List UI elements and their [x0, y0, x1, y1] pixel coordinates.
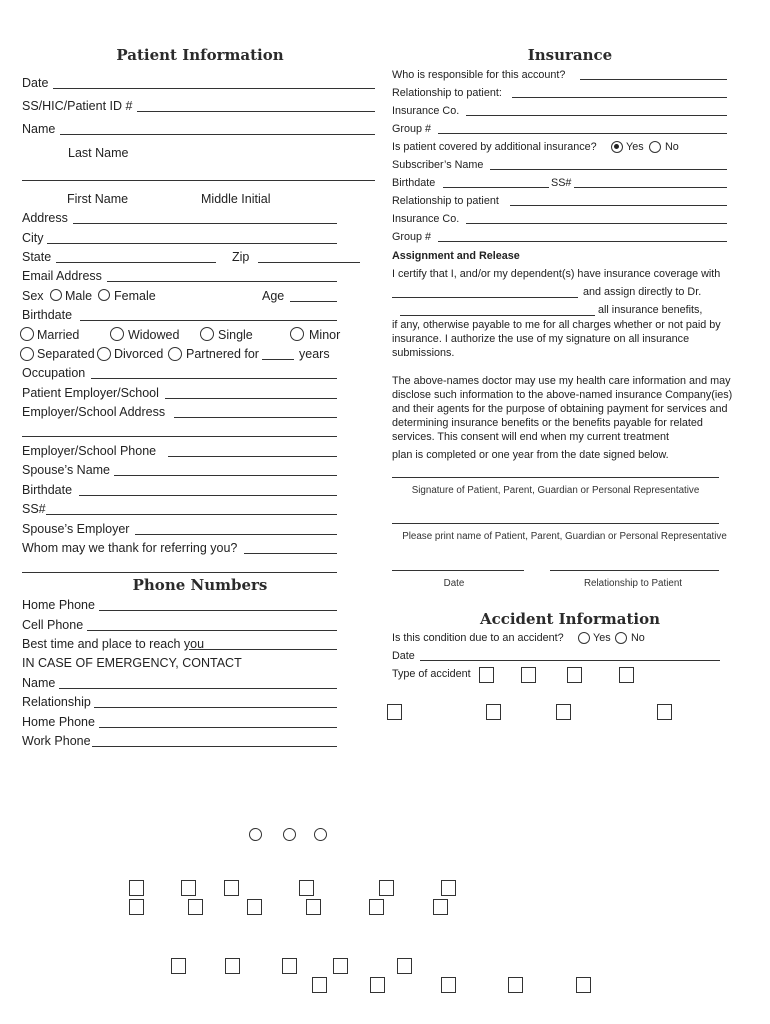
insurance-company-field[interactable]: [392, 297, 578, 298]
married-radio[interactable]: [20, 327, 34, 341]
sex-label: Sex: [22, 289, 44, 303]
extra-checkbox-11[interactable]: [369, 899, 384, 915]
minor-label: Minor: [309, 328, 341, 342]
separated-radio[interactable]: [20, 347, 34, 361]
zip-field[interactable]: [258, 262, 360, 263]
emergency-home-phone-field[interactable]: [99, 727, 337, 728]
extra-radio-1[interactable]: [249, 828, 262, 841]
male-label: Male: [65, 289, 93, 303]
birthdate-field[interactable]: [80, 320, 337, 321]
employer-address-field[interactable]: [174, 417, 337, 418]
accident-type-checkbox-3[interactable]: [567, 667, 582, 683]
accident-date-label: Date: [392, 650, 415, 662]
subscriber-birthdate-field[interactable]: [443, 187, 549, 188]
extra-checkbox-15[interactable]: [282, 958, 297, 974]
accident-no-radio[interactable]: [615, 632, 627, 644]
date-field[interactable]: [53, 88, 375, 89]
group-field[interactable]: [438, 133, 727, 134]
relationship2-label: Relationship to patient: [392, 195, 499, 207]
married-label: Married: [37, 328, 80, 342]
ss-id-field[interactable]: [137, 111, 375, 112]
ss-id-label: SS/HIC/Patient ID #: [22, 99, 133, 113]
extra-radio-3[interactable]: [314, 828, 327, 841]
relationship-field[interactable]: [512, 97, 727, 98]
emergency-relationship-label: Relationship: [22, 695, 91, 709]
assignment-line2: and assign directly to Dr.: [583, 286, 702, 298]
group-label: Group #: [392, 123, 432, 135]
assignment-paragraph-1: if any, otherwise payable to me for all charges whether or not paid by insurance. I authorize the use of my signature on all insurance submissions.: [392, 319, 721, 359]
accident-no-label: No: [631, 632, 645, 644]
extra-checkbox-6[interactable]: [441, 880, 456, 896]
extra-checkbox-3[interactable]: [224, 880, 239, 896]
last-name-label: Last Name: [68, 146, 129, 160]
assignment-line3: all insurance benefits,: [598, 304, 703, 316]
group2-label: Group #: [392, 231, 432, 243]
single-label: Single: [218, 328, 253, 342]
insurance-co2-field[interactable]: [466, 223, 727, 224]
assignment-paragraph-2: The above-names doctor may use my health care information and may disclose such information to the above-named insurance Company(ies) and their agents for the purpose of obtaining payment for services and determining insurance benefits or the benefits payable for related services. This consent will end when my current treatment: [392, 375, 733, 443]
spouse-employer-field[interactable]: [135, 534, 337, 535]
extra-checkbox-9[interactable]: [247, 899, 262, 915]
accident-type-checkbox-6[interactable]: [486, 704, 501, 720]
partnered-radio[interactable]: [168, 347, 182, 361]
extra-checkbox-8[interactable]: [188, 899, 203, 915]
extra-radio-2[interactable]: [283, 828, 296, 841]
name-label: Name: [22, 122, 56, 136]
extra-checkbox-17[interactable]: [397, 958, 412, 974]
relationship-to-patient-field[interactable]: [550, 570, 719, 571]
date-label: Date: [22, 76, 49, 90]
accident-type-checkbox-4[interactable]: [619, 667, 634, 683]
print-name-caption: Please print name of Patient, Parent, Guardian or Personal Representative: [402, 531, 727, 542]
responsible-label: Who is responsible for this account?: [392, 69, 566, 81]
employer-school-field[interactable]: [165, 398, 337, 399]
print-name-field[interactable]: [392, 523, 719, 524]
emergency-name-label: Name: [22, 676, 56, 690]
additional-insurance-label: Is patient covered by additional insurance?: [392, 141, 597, 153]
subscriber-ss-field[interactable]: [574, 187, 727, 188]
extra-checkbox-19[interactable]: [370, 977, 385, 993]
female-label: Female: [114, 289, 156, 303]
birthdate-label: Birthdate: [22, 308, 73, 322]
signed-date-caption: Date: [443, 578, 465, 589]
extra-checkbox-1[interactable]: [129, 880, 144, 896]
zip-label: Zip: [232, 250, 250, 264]
extra-checkbox-18[interactable]: [312, 977, 327, 993]
age-label: Age: [262, 289, 285, 303]
accident-date-field[interactable]: [420, 660, 720, 661]
assignment-heading: Assignment and Release: [392, 250, 520, 262]
extra-checkbox-13[interactable]: [171, 958, 186, 974]
relationship2-field[interactable]: [510, 205, 727, 206]
city-field[interactable]: [47, 243, 337, 244]
insurance-co-label: Insurance Co.: [392, 105, 460, 117]
additional-yes-radio[interactable]: [611, 141, 623, 153]
employer-phone-label: Employer/School Phone: [22, 444, 157, 458]
employer-phone-field[interactable]: [168, 456, 337, 457]
occupation-label: Occupation: [22, 366, 86, 380]
home-phone-label: Home Phone: [22, 598, 95, 612]
employer-school-label: Patient Employer/School: [22, 386, 159, 400]
doctor-name-field[interactable]: [400, 315, 595, 316]
home-phone-field[interactable]: [99, 610, 337, 611]
extra-checkbox-7[interactable]: [129, 899, 144, 915]
first-middle-name-field[interactable]: [22, 180, 375, 181]
subscriber-ss-label: SS#: [551, 177, 572, 189]
partnered-years-field[interactable]: [262, 359, 294, 360]
responsible-field[interactable]: [580, 79, 727, 80]
emergency-home-phone-label: Home Phone: [22, 715, 95, 729]
subscriber-birthdate-label: Birthdate: [392, 177, 436, 189]
email-field[interactable]: [107, 281, 337, 282]
subscriber-name-field[interactable]: [490, 169, 727, 170]
insurance-co2-label: Insurance Co.: [392, 213, 460, 225]
extra-checkbox-22[interactable]: [576, 977, 591, 993]
extra-checkbox-21[interactable]: [508, 977, 523, 993]
years-label: years: [299, 347, 330, 361]
partnered-for-label: Partnered for: [186, 347, 259, 361]
state-label: State: [22, 250, 52, 264]
additional-yes-label: Yes: [626, 141, 644, 153]
insurance-co-field[interactable]: [466, 115, 727, 116]
cell-phone-field[interactable]: [87, 630, 337, 631]
extra-checkbox-4[interactable]: [299, 880, 314, 896]
signature-caption: Signature of Patient, Parent, Guardian or Personal Representative: [411, 485, 700, 496]
accident-type-label: Type of accident: [392, 668, 471, 680]
female-radio[interactable]: [98, 289, 110, 301]
extra-checkbox-10[interactable]: [306, 899, 321, 915]
referral-field-2[interactable]: [22, 572, 337, 573]
widowed-radio[interactable]: [110, 327, 124, 341]
emergency-work-phone-field[interactable]: [92, 746, 337, 747]
referral-field[interactable]: [244, 553, 337, 554]
signature-field[interactable]: [392, 477, 719, 478]
accident-question-label: Is this condition due to an accident?: [392, 632, 564, 644]
employer-address-label: Employer/School Address: [22, 405, 166, 419]
signed-date-field[interactable]: [392, 570, 524, 571]
emergency-label: IN CASE OF EMERGENCY, CONTACT: [22, 656, 242, 670]
middle-initial-label: Middle Initial: [201, 192, 271, 206]
minor-radio[interactable]: [290, 327, 304, 341]
first-name-label: First Name: [67, 192, 129, 206]
spouse-ss-label: SS#: [22, 502, 46, 516]
assignment-line1: I certify that I, and/or my dependent(s) have insurance coverage with: [392, 268, 721, 280]
relationship-label: Relationship to patient:: [392, 87, 502, 99]
cell-phone-label: Cell Phone: [22, 618, 84, 632]
insurance-heading: Insurance: [527, 46, 613, 64]
extra-checkbox-2[interactable]: [181, 880, 196, 896]
divorced-label: Divorced: [114, 347, 164, 361]
best-time-field[interactable]: [189, 649, 337, 650]
city-label: City: [22, 231, 44, 245]
subscriber-name-label: Subscriber’s Name: [392, 159, 484, 171]
email-label: Email Address: [22, 269, 102, 283]
spouse-ss-field[interactable]: [46, 514, 337, 515]
extra-checkbox-5[interactable]: [379, 880, 394, 896]
additional-no-label: No: [665, 141, 679, 153]
accident-yes-radio[interactable]: [578, 632, 590, 644]
widowed-label: Widowed: [128, 328, 180, 342]
extra-checkbox-14[interactable]: [225, 958, 240, 974]
accident-yes-label: Yes: [593, 632, 611, 644]
extra-checkbox-12[interactable]: [433, 899, 448, 915]
divorced-radio[interactable]: [97, 347, 111, 361]
additional-no-radio[interactable]: [649, 141, 661, 153]
phone-numbers-heading: Phone Numbers: [132, 576, 268, 594]
assignment-paragraph-3: plan is completed or one year from the date signed below.: [392, 449, 669, 461]
accident-type-checkbox-7[interactable]: [556, 704, 571, 720]
extra-checkbox-20[interactable]: [441, 977, 456, 993]
emergency-relationship-field[interactable]: [94, 707, 337, 708]
referral-label: Whom may we thank for referring you?: [22, 541, 238, 555]
separated-label: Separated: [37, 347, 95, 361]
accident-heading: Accident Information: [479, 610, 661, 628]
accident-type-checkbox-8[interactable]: [657, 704, 672, 720]
group2-field[interactable]: [438, 241, 727, 242]
address-label: Address: [22, 211, 68, 225]
accident-type-checkbox-1[interactable]: [479, 667, 494, 683]
single-radio[interactable]: [200, 327, 214, 341]
spouse-name-field[interactable]: [114, 475, 337, 476]
spouse-birthdate-field[interactable]: [79, 495, 337, 496]
best-time-label: Best time and place to reach you: [22, 637, 205, 651]
emergency-name-field[interactable]: [59, 688, 337, 689]
state-field[interactable]: [56, 262, 216, 263]
accident-type-checkbox-5[interactable]: [387, 704, 402, 720]
spouse-name-label: Spouse’s Name: [22, 463, 111, 477]
employer-address-field-2[interactable]: [22, 436, 337, 437]
occupation-field[interactable]: [91, 378, 337, 379]
male-radio[interactable]: [50, 289, 62, 301]
emergency-work-phone-label: Work Phone: [22, 734, 91, 748]
age-field[interactable]: [290, 301, 337, 302]
name-field[interactable]: [60, 134, 375, 135]
accident-type-checkbox-2[interactable]: [521, 667, 536, 683]
relationship-to-patient-caption: Relationship to Patient: [583, 578, 683, 589]
address-field[interactable]: [73, 223, 337, 224]
extra-checkbox-16[interactable]: [333, 958, 348, 974]
spouse-employer-label: Spouse’s Employer: [22, 522, 130, 536]
patient-information-heading: Patient Information: [116, 46, 284, 64]
spouse-birthdate-label: Birthdate: [22, 483, 73, 497]
